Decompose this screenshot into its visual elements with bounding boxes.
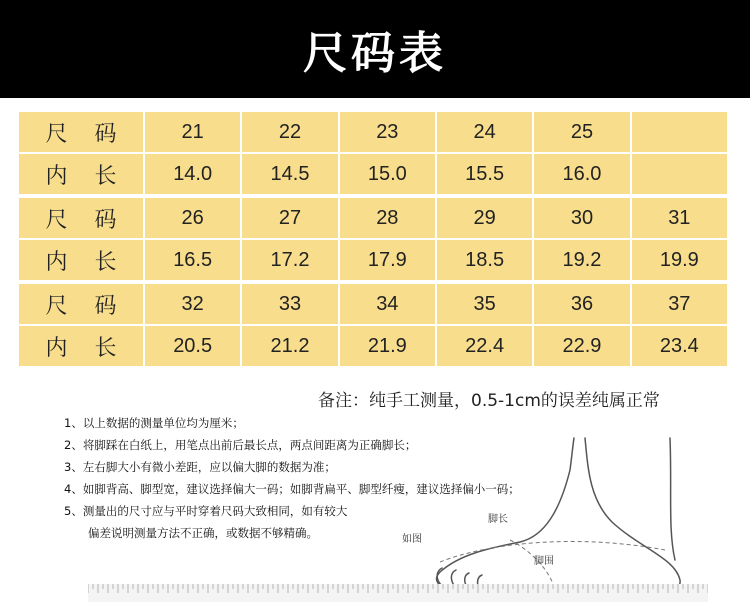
size-cell: 35 <box>436 283 533 325</box>
size-cell: 33 <box>241 283 338 325</box>
figure-label: 如图 <box>402 534 422 545</box>
size-table-1 <box>17 110 729 196</box>
list-item: 2、将脚踩在白纸上，用笔点出前后最长点，两点间距离为正确脚长； <box>64 438 417 452</box>
header-bar <box>0 0 750 98</box>
length-cell: 22.9 <box>533 325 630 367</box>
page-title: 尺码表 <box>303 28 447 79</box>
size-cell: 28 <box>339 197 436 239</box>
table-row <box>18 197 728 239</box>
table-row <box>18 239 728 281</box>
size-label: 尺 码 <box>18 283 144 325</box>
size-cell: 25 <box>533 111 630 153</box>
list-item: 4、如脚背高、脚型宽，建议选择偏大一码；如脚背扁平、脚型纤瘦，建议选择偏小一码； <box>64 482 520 496</box>
size-cell: 26 <box>144 197 241 239</box>
size-cell: 32 <box>144 283 241 325</box>
length-cell: 17.2 <box>241 239 338 281</box>
length-cell: 19.2 <box>533 239 630 281</box>
size-label: 尺 码 <box>18 111 144 153</box>
length-cell: 14.0 <box>144 153 241 195</box>
size-cell: 24 <box>436 111 533 153</box>
length-cell: 15.0 <box>339 153 436 195</box>
foot-illustration <box>380 430 710 600</box>
table-row <box>18 153 728 195</box>
size-cell: 30 <box>533 197 630 239</box>
length-cell: 18.5 <box>436 239 533 281</box>
size-label: 尺 码 <box>18 197 144 239</box>
length-cell: 22.4 <box>436 325 533 367</box>
length-cell: 17.9 <box>339 239 436 281</box>
length-cell: 19.9 <box>631 239 728 281</box>
table-row <box>18 325 728 367</box>
length-cell: 16.0 <box>533 153 630 195</box>
size-table-2 <box>17 196 729 282</box>
length-label: 内 长 <box>18 325 144 367</box>
foot-girth-label: 脚围 <box>534 556 554 567</box>
list-item: 5、测量出的尺寸应与平时穿着尺码大致相同，如有较大 <box>64 504 348 518</box>
size-cell <box>631 111 728 153</box>
length-label: 内 长 <box>18 239 144 281</box>
table-row <box>18 111 728 153</box>
size-cell: 22 <box>241 111 338 153</box>
size-cell: 21 <box>144 111 241 153</box>
length-cell: 20.5 <box>144 325 241 367</box>
list-item: 偏差说明测量方法不正确，或数据不够精确。 <box>88 526 318 540</box>
ruler-graphic <box>88 584 708 602</box>
size-cell: 37 <box>631 283 728 325</box>
size-cell: 23 <box>339 111 436 153</box>
size-table-3 <box>17 282 729 368</box>
table-row <box>18 283 728 325</box>
length-cell: 21.2 <box>241 325 338 367</box>
list-item: 3、左右脚大小有微小差距，应以偏大脚的数据为准； <box>64 460 336 474</box>
notes-title: 备注：纯手工测量，0.5-1cm的误差纯属正常 <box>318 391 660 411</box>
size-cell: 29 <box>436 197 533 239</box>
list-item: 1、以上数据的测量单位均为厘米； <box>64 416 244 430</box>
size-chart <box>17 110 729 368</box>
size-cell: 36 <box>533 283 630 325</box>
length-cell: 14.5 <box>241 153 338 195</box>
length-cell: 21.9 <box>339 325 436 367</box>
length-cell <box>631 153 728 195</box>
size-cell: 31 <box>631 197 728 239</box>
size-cell: 34 <box>339 283 436 325</box>
length-cell: 23.4 <box>631 325 728 367</box>
length-cell: 15.5 <box>436 153 533 195</box>
length-cell: 16.5 <box>144 239 241 281</box>
foot-length-label: 脚长 <box>488 514 508 525</box>
size-cell: 27 <box>241 197 338 239</box>
length-label: 内 长 <box>18 153 144 195</box>
